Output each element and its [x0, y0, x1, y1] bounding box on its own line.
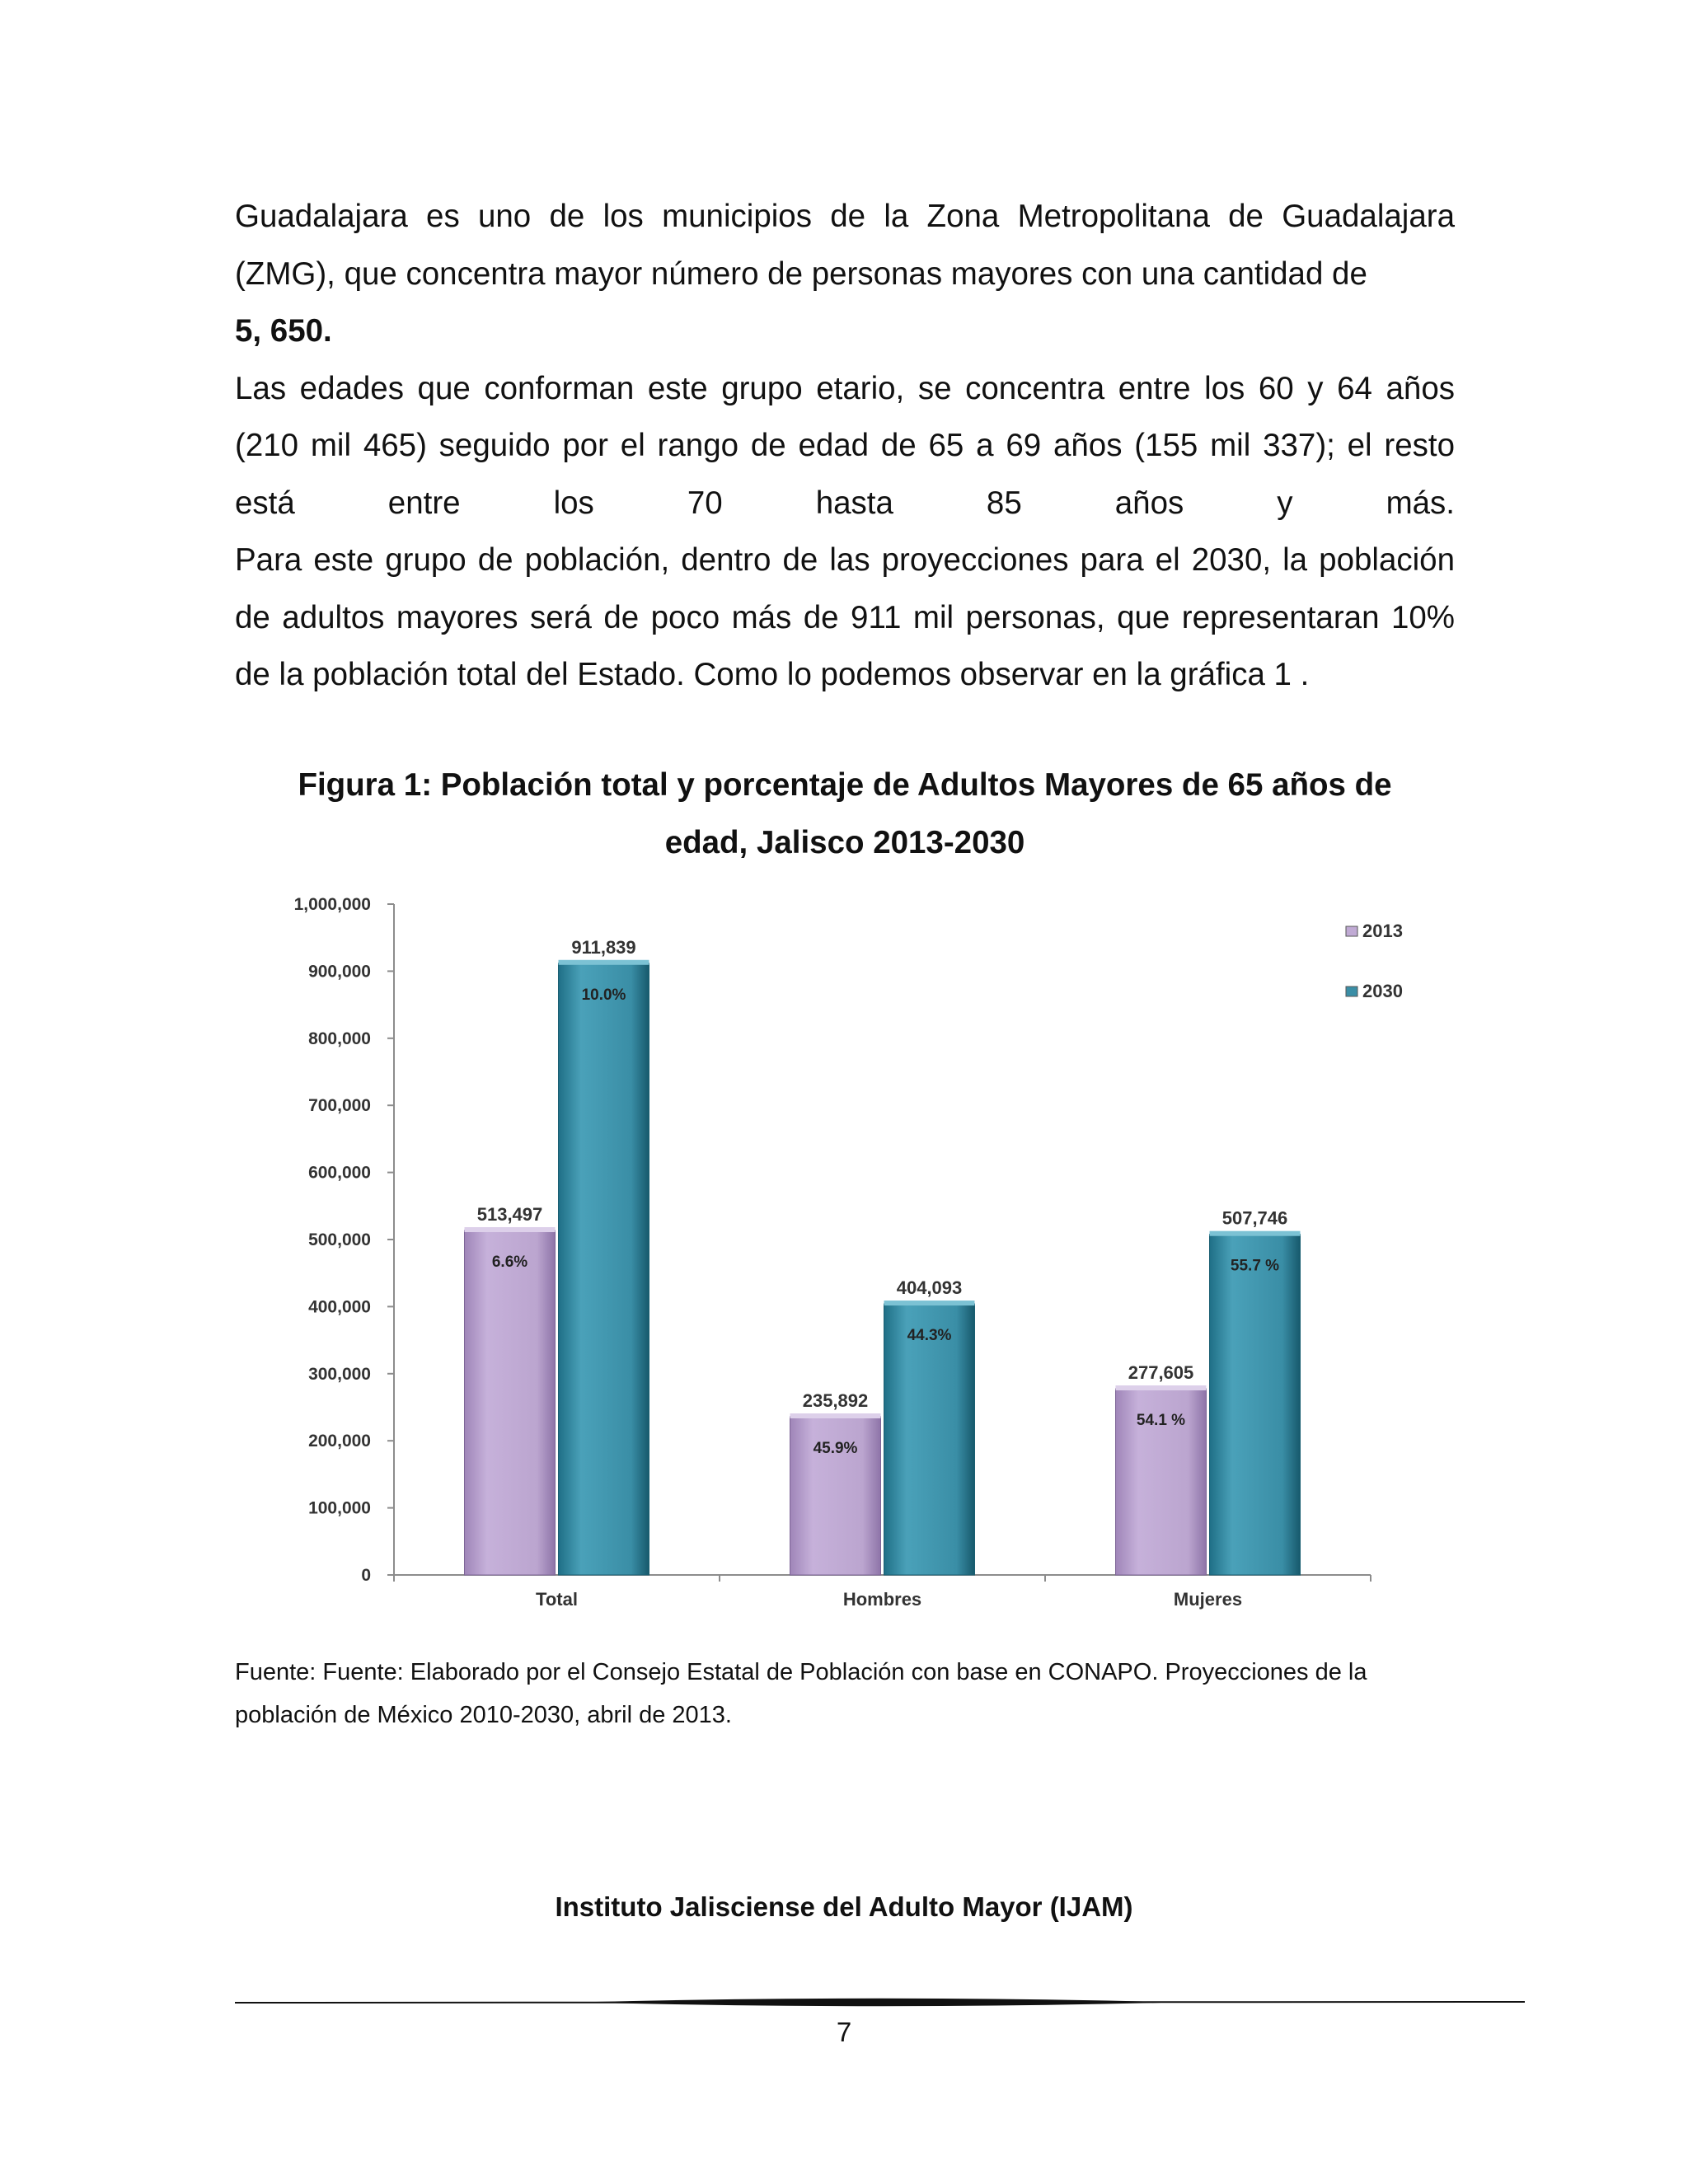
bar-2030-total — [559, 963, 649, 1575]
bar-percent-label: 44.3% — [907, 1327, 952, 1345]
paragraph-zmg: Guadalajara es uno de los municipios de la Zona Metropolitana de Guadalajara (ZMG), que concentra mayor número de personas mayores con una cantidad de — [235, 199, 1455, 292]
figure-caption-line-1: Figura 1: Población total y porcentaje de Adultos Mayores de 65 años de — [298, 767, 1392, 803]
y-tick-label: 600,000 — [308, 1163, 371, 1183]
figure-caption-line-2: edad, Jalisco 2013-2030 — [664, 825, 1025, 860]
bar-percent-label: 10.0% — [581, 986, 626, 1004]
legend-swatch-2030 — [1346, 987, 1357, 996]
paragraph-projection: Para este grupo de población, dentro de las proyecciones para el 2030, la población de adultos mayores será de poco más de 911 mil personas, que representaran 10% de la población total del Estado. Como lo podemos observar en la gráfica 1 . — [235, 542, 1455, 692]
paragraph-ages: Las edades que conforman este grupo etario, se concentra entre los 60 y 64 años (210 mil 465) seguido por el rango de edad de 65 a 69 años (155 mil 337); el resto está entre los 70 hasta 85 años y más. — [235, 370, 1455, 521]
bar-value-label: 404,093 — [896, 1277, 963, 1299]
bar-percent-label: 45.9% — [813, 1439, 858, 1457]
population-chart — [260, 882, 1430, 1632]
footer-rule — [235, 1994, 1525, 2011]
chart-svg — [260, 882, 1430, 1632]
bar-top-highlight — [1116, 1385, 1207, 1390]
y-tick-label: 700,000 — [308, 1096, 371, 1116]
y-tick-label: 900,000 — [308, 962, 371, 982]
x-category-label: Hombres — [842, 1589, 922, 1610]
source-line-1: Fuente: Fuente: Elaborado por el Consejo Estatal de Población con base en CONAPO. Proyecciones de la — [235, 1659, 1367, 1685]
footer-institution: Instituto Jalisciense del Adulto Mayor (IJAM) — [555, 1891, 1133, 1922]
bar-2030-mujeres — [1210, 1235, 1301, 1575]
legend-swatch-2013 — [1346, 926, 1357, 936]
bar-percent-label: 54.1 % — [1136, 1412, 1186, 1430]
bar-value-label: 235,892 — [802, 1390, 869, 1411]
y-tick-label: 500,000 — [308, 1230, 371, 1249]
y-tick-label: 800,000 — [308, 1029, 371, 1048]
y-tick-label: 200,000 — [308, 1432, 371, 1451]
paragraph-count: 5, 650. — [235, 313, 332, 349]
bar-value-label: 911,839 — [571, 936, 636, 958]
source-line-2: población de México 2010-2030, abril de 2013. — [235, 1702, 732, 1728]
bar-value-label: 513,497 — [476, 1204, 543, 1226]
bar-top-highlight — [1210, 1231, 1301, 1236]
page-number: 7 — [836, 2017, 852, 2047]
bar-percent-label: 6.6% — [491, 1254, 528, 1272]
bar-top-highlight — [559, 960, 649, 965]
y-tick-label: 100,000 — [308, 1498, 371, 1518]
bar-2030-hombres — [884, 1304, 975, 1575]
figure-caption — [235, 757, 1455, 872]
bar-top-highlight — [884, 1301, 975, 1305]
source-note — [235, 1651, 1455, 1736]
y-tick-label: 400,000 — [308, 1297, 371, 1317]
legend-label-2030: 2030 — [1362, 981, 1403, 1001]
x-category-label: Total — [536, 1589, 578, 1610]
legend-label-2013: 2013 — [1362, 921, 1403, 941]
bar-percent-label: 55.7 % — [1230, 1257, 1280, 1275]
x-category-label: Mujeres — [1173, 1589, 1243, 1610]
bar-top-highlight — [790, 1413, 881, 1418]
body-text — [235, 188, 1455, 704]
y-tick-label: 1,000,000 — [293, 895, 371, 914]
y-tick-label: 0 — [361, 1566, 371, 1585]
bar-top-highlight — [465, 1227, 556, 1232]
bar-2013-total — [465, 1230, 556, 1575]
y-tick-label: 300,000 — [308, 1364, 371, 1384]
bar-value-label: 277,605 — [1128, 1362, 1194, 1384]
bar-value-label: 507,746 — [1221, 1207, 1288, 1229]
